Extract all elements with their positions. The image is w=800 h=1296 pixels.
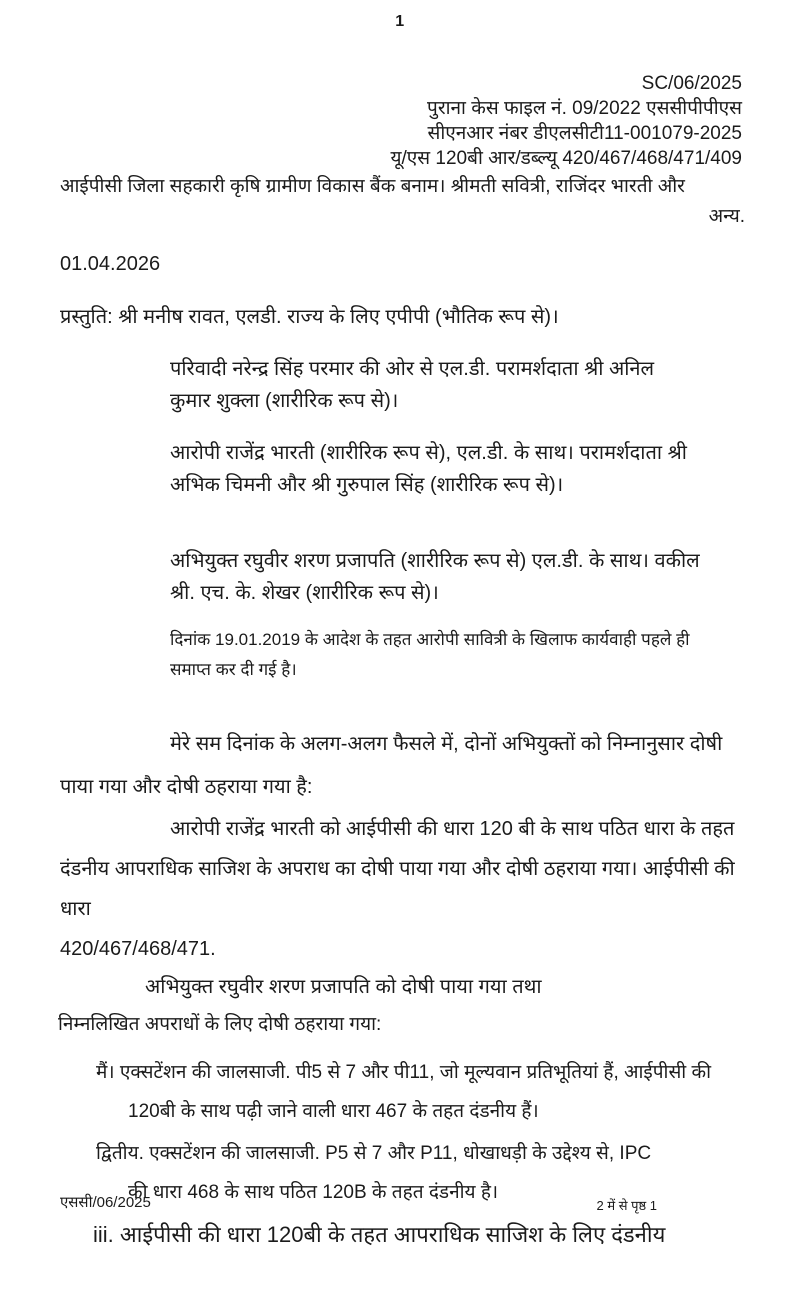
paragraph-line: पाया गया और दोषी ठहराया गया है: bbox=[60, 776, 313, 798]
old-case-file-number: पुराना केस फाइल नं. 09/2022 एससीपीपीएस bbox=[427, 98, 742, 119]
offense-line: 120बी के साथ पढ़ी जाने वाली धारा 467 के तहत दंडनीय हैं। bbox=[128, 1101, 539, 1122]
appearance-line: अभिक चिमनी और श्री गुरुपाल सिंह (शारीरिक रूप से)। bbox=[170, 474, 564, 496]
raghuvir-conviction-line: अभियुक्त रघुवीर शरण प्रजापति को दोषी पाया गया तथा bbox=[145, 976, 542, 998]
appearance-line: परिवादी नरेन्द्र सिंह परमार की ओर से एल.डी. परामर्शदाता श्री अनिल bbox=[170, 358, 655, 380]
offense-line: iii. आईपीसी की धारा 120बी के तहत आपराधिक साजिश के लिए दंडनीय bbox=[93, 1222, 666, 1247]
offense-line: द्वितीय. एक्सटेंशन की जालसाजी. P5 से 7 और P11, धोखाधड़ी के उद्देश्य से, IPC bbox=[96, 1143, 652, 1164]
note-line: दिनांक 19.01.2019 के आदेश के तहत आरोपी सावित्री के खिलाफ कार्यवाही पहले ही bbox=[170, 630, 690, 649]
note-line: समाप्त कर दी गई है। bbox=[170, 660, 297, 679]
header-case-reference-block bbox=[0, 71, 742, 171]
footer-case-number: एससी/06/2025 bbox=[60, 1194, 151, 1211]
offenses-intro-line: निम्नलिखित अपराधों के लिए दोषी ठहराया गया: bbox=[58, 1014, 382, 1035]
appearance-complainant bbox=[170, 353, 710, 417]
presence-line: प्रस्तुति: श्री मनीष रावत, एलडी. राज्य के लिए एपीपी (भौतिक रूप से)। bbox=[60, 306, 559, 328]
paragraph-line: 420/467/468/471. bbox=[60, 938, 216, 960]
offense-item-3 bbox=[0, 1221, 800, 1249]
order-date: 01.04.2026 bbox=[60, 253, 161, 275]
proceedings-abated-note bbox=[170, 625, 720, 685]
appearance-accused-raghuvir bbox=[170, 545, 710, 609]
paragraph-line: मेरे सम दिनांक के अलग-अलग फैसले में, दोनों अभियुक्तों को निम्नानुसार दोषी bbox=[170, 733, 723, 755]
paragraph-line: आरोपी राजेंद्र भारती को आईपीसी की धारा 120 बी के साथ पठित धारा के तहत bbox=[170, 818, 735, 840]
offense-line: मैं। एक्सटेंशन की जालसाजी. पी5 से 7 और पी11, जो मूल्यवान प्रतिभूतियां हैं, आईपीसी की bbox=[96, 1062, 712, 1083]
offense-line: की धारा 468 के साथ पठित 120B के तहत दंडनीय है। bbox=[128, 1182, 499, 1203]
case-title-suffix: अन्य. bbox=[708, 206, 745, 227]
case-title: आईपीसी जिला सहकारी कृषि ग्रामीण विकास बैंक बनाम। श्रीमती सवित्री, राजिंदर भारती और bbox=[60, 176, 685, 197]
appearance-line: श्री. एच. के. शेखर (शारीरिक रूप से)। bbox=[170, 582, 439, 604]
offense-item-1 bbox=[0, 1060, 800, 1124]
page-number-top: 1 bbox=[395, 13, 405, 30]
appearance-accused-rajendra bbox=[170, 437, 710, 501]
appearance-line: आरोपी राजेंद्र भारती (शारीरिक रूप से), एल.डी. के साथ। परामर्शदाता श्री bbox=[170, 442, 687, 464]
footer-page-indicator: 2 में से पृष्ठ 1 bbox=[596, 1198, 657, 1213]
appearance-line: कुमार शुक्ला (शारीरिक रूप से)। bbox=[170, 390, 399, 412]
statute-sections: यू/एस 120बी आर/डब्ल्यू 420/467/468/471/409 bbox=[390, 148, 742, 169]
paragraph-line: दंडनीय आपराधिक साजिश के अपराध का दोषी पाया गया और दोषी ठहराया गया। आईपीसी की धारा bbox=[60, 858, 735, 920]
rajendra-conviction-paragraph bbox=[60, 809, 750, 969]
appearance-line: अभियुक्त रघुवीर शरण प्रजापति (शारीरिक रूप से) एल.डी. के साथ। वकील bbox=[170, 550, 700, 572]
cnr-number: सीएनआर नंबर डीएलसीटी11-001079-2025 bbox=[427, 123, 742, 144]
verdict-intro-paragraph bbox=[60, 723, 745, 809]
case-number: SC/06/2025 bbox=[641, 73, 742, 94]
